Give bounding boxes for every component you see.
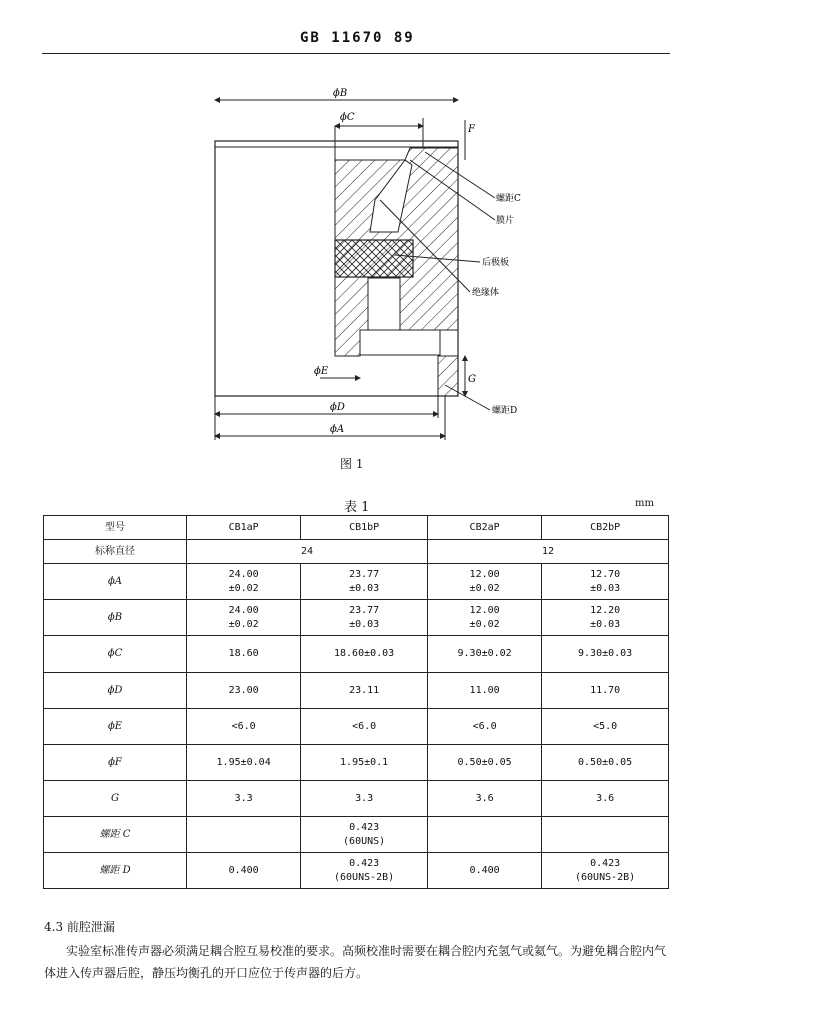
cell: 0.400 xyxy=(427,853,541,889)
table-row xyxy=(44,600,669,636)
table-header-row xyxy=(44,516,669,540)
cell: 23.00 xyxy=(187,673,301,709)
cell: 1.95±0.1 xyxy=(301,745,428,781)
dim-e: ϕE xyxy=(314,366,329,377)
dim-g: G xyxy=(468,374,476,385)
row-header: 螺距 D xyxy=(44,853,187,889)
cell: 3.6 xyxy=(542,781,669,817)
cell: 12.70 ±0.03 xyxy=(542,564,669,600)
cell: 3.6 xyxy=(427,781,541,817)
cell: 0.423 (60UNS) xyxy=(301,817,428,853)
col-header: CB1bP xyxy=(301,516,428,540)
cell xyxy=(427,817,541,853)
cell: <5.0 xyxy=(542,709,669,745)
table-row xyxy=(44,564,669,600)
cell: 0.423 (60UNS-2B) xyxy=(542,853,669,889)
row-header: ϕC xyxy=(44,636,187,673)
row-header: ϕA xyxy=(44,564,187,600)
cell: 12.00 ±0.02 xyxy=(427,600,541,636)
cell xyxy=(187,817,301,853)
table-row xyxy=(44,540,669,564)
cell: 0.400 xyxy=(187,853,301,889)
cell: 24 xyxy=(187,540,428,564)
cell: 12.00 ±0.02 xyxy=(427,564,541,600)
table-unit: mm xyxy=(635,498,654,509)
cell: 23.77 ±0.03 xyxy=(301,600,428,636)
cell: 18.60 xyxy=(187,636,301,673)
cell: 11.70 xyxy=(542,673,669,709)
dim-a: ϕA xyxy=(330,424,345,435)
cell: 3.3 xyxy=(187,781,301,817)
section-title: 4.3 前腔泄漏 xyxy=(44,920,115,934)
section-paragraph: 实验室标准传声器必须满足耦合腔互易校准的要求。高频校准时需要在耦合腔内充氢气或氦气。为避免耦合腔内气体进入传声器后腔，静压均衡孔的开口应位于传声器的后方。 xyxy=(44,944,667,980)
row-header: G xyxy=(44,781,187,817)
label-insulator: 绝缘体 xyxy=(472,288,500,298)
cell: 3.3 xyxy=(301,781,428,817)
table-row xyxy=(44,745,669,781)
label-backplate: 后极板 xyxy=(482,258,510,268)
cell: 11.00 xyxy=(427,673,541,709)
cell: 0.50±0.05 xyxy=(427,745,541,781)
backplate xyxy=(335,240,413,277)
cell: 0.423 (60UNS-2B) xyxy=(301,853,428,889)
col-header: CB2aP xyxy=(427,516,541,540)
dim-c: ϕC xyxy=(340,112,355,123)
cell: 12 xyxy=(427,540,668,564)
col-header: CB2bP xyxy=(542,516,669,540)
row-header: 标称直径 xyxy=(44,540,187,564)
table-caption: 表 1 xyxy=(344,500,370,515)
dim-b: ϕB xyxy=(333,88,348,99)
cell: <6.0 xyxy=(427,709,541,745)
table-row xyxy=(44,781,669,817)
dim-f: F xyxy=(468,124,475,135)
table-row xyxy=(44,673,669,709)
col-header: 型号 xyxy=(44,516,187,540)
row-header: 螺距 C xyxy=(44,817,187,853)
cell: 9.30±0.03 xyxy=(542,636,669,673)
cell: 24.00 ±0.02 xyxy=(187,564,301,600)
microphone-figure xyxy=(0,0,815,470)
label-diaphragm: 膜片 xyxy=(496,216,515,226)
cell: 0.50±0.05 xyxy=(542,745,669,781)
insulator-cut xyxy=(360,330,440,355)
cell: 12.20 ±0.03 xyxy=(542,600,669,636)
cell: 24.00 ±0.02 xyxy=(187,600,301,636)
doc-header: GB 11670 89 xyxy=(300,30,415,46)
row-header: ϕF xyxy=(44,745,187,781)
row-header: ϕB xyxy=(44,600,187,636)
cell: 9.30±0.02 xyxy=(427,636,541,673)
dim-d: ϕD xyxy=(330,402,345,413)
label-thread-d: 螺距D xyxy=(492,406,518,416)
cell xyxy=(542,817,669,853)
figure-caption: 图 1 xyxy=(340,457,364,471)
table-row xyxy=(44,817,669,853)
cell: 23.11 xyxy=(301,673,428,709)
label-thread-c: 螺距C xyxy=(496,194,521,204)
cell: <6.0 xyxy=(187,709,301,745)
col-header: CB1aP xyxy=(187,516,301,540)
spec-table xyxy=(43,515,669,889)
cell: <6.0 xyxy=(301,709,428,745)
table-row xyxy=(44,709,669,745)
row-header: ϕD xyxy=(44,673,187,709)
cell: 18.60±0.03 xyxy=(301,636,428,673)
row-header: ϕE xyxy=(44,709,187,745)
cell: 1.95±0.04 xyxy=(187,745,301,781)
cell: 23.77 ±0.03 xyxy=(301,564,428,600)
table-row xyxy=(44,853,669,889)
table-row xyxy=(44,636,669,673)
